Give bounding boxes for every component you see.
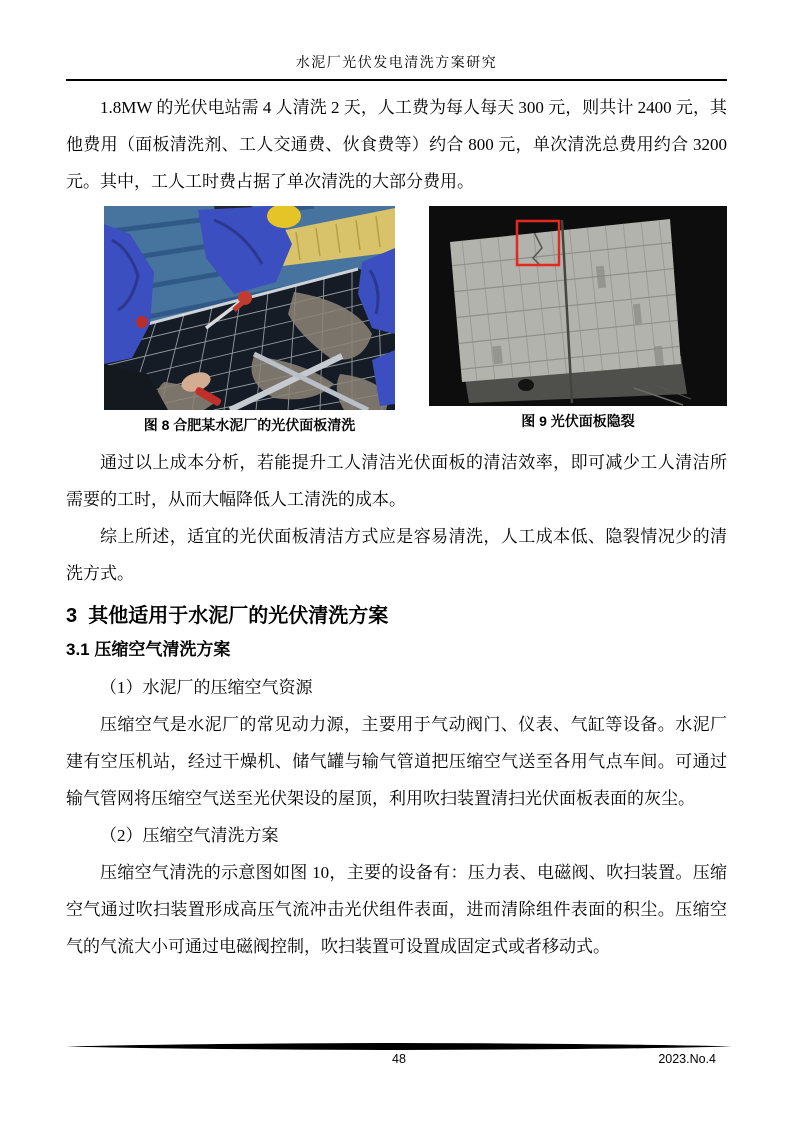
- figure8-caption: 图 8 合肥某水泥厂的光伏面板清洗: [143, 417, 356, 433]
- section-3-1-heading: 3.1 压缩空气清洗方案: [66, 640, 231, 659]
- paragraph-analysis: 通过以上成本分析，若能提升工人清洁光伏面板的清洁效率，即可减少工人清洁所需要的工时，从而大幅降低人工清洗的成本。: [66, 453, 727, 509]
- header-rule: [66, 79, 727, 81]
- list-item-2: （2）压缩空气清洗方案: [100, 826, 279, 845]
- figures-row: [66, 206, 727, 434]
- footer-rule: [66, 1042, 732, 1051]
- page-footer: [66, 1042, 732, 1070]
- figure-9: [429, 206, 727, 430]
- figure9-caption: 图 9 光伏面板隐裂: [521, 413, 635, 429]
- page-number: 48: [392, 1052, 406, 1066]
- figure8-photo-panel-cleaning: [104, 206, 395, 410]
- footer-row: [66, 1052, 732, 1070]
- section-3-heading: 3 其他适用于水泥厂的光伏清洗方案: [66, 605, 389, 627]
- figure9-photo-hidden-crack: [429, 206, 727, 406]
- list-item-1: （1）水泥厂的压缩空气资源: [100, 678, 313, 697]
- paragraph-summary: 综上所述，适宜的光伏面板清洁方式应是容易清洗，人工成本低、隐裂情况少的清洗方式。: [66, 527, 727, 583]
- paragraph-air-scheme: 压缩空气清洗的示意图如图 10，主要的设备有：压力表、电磁阀、吹扫装置。压缩空气通过吹扫装置形成高压气流冲击光伏组件表面，进而清除组件表面的积尘。压缩空气的气流大小可通过电磁阀控制，吹扫装置可设置成固定式或者移动式。: [66, 863, 727, 956]
- paragraph-air-resource: 压缩空气是水泥厂的常见动力源，主要用于气动阀门、仪表、气缸等设备。水泥厂建有空压机站，经过干燥机、储气罐与输气管道把压缩空气送至各用气点车间。可通过输气管网将压缩空气送至光伏架设的屋顶，利用吹扫装置清扫光伏面板表面的灰尘。: [66, 715, 727, 808]
- paragraph-cost: 1.8MW 的光伏电站需 4 人清洗 2 天，人工费为每人每天 300 元，则共计 2400 元，其他费用（面板清洗剂、工人交通费、伙食费等）约合 800 元，单次清洗总费用约合 3200 元。其中，工人工时费占据了单次清洗的大部分费用。: [66, 98, 727, 191]
- figure-8: [104, 206, 395, 434]
- running-header-title: 水泥厂光伏发电清洗方案研究: [295, 56, 498, 71]
- journal-issue: 2023.No.4: [658, 1052, 716, 1066]
